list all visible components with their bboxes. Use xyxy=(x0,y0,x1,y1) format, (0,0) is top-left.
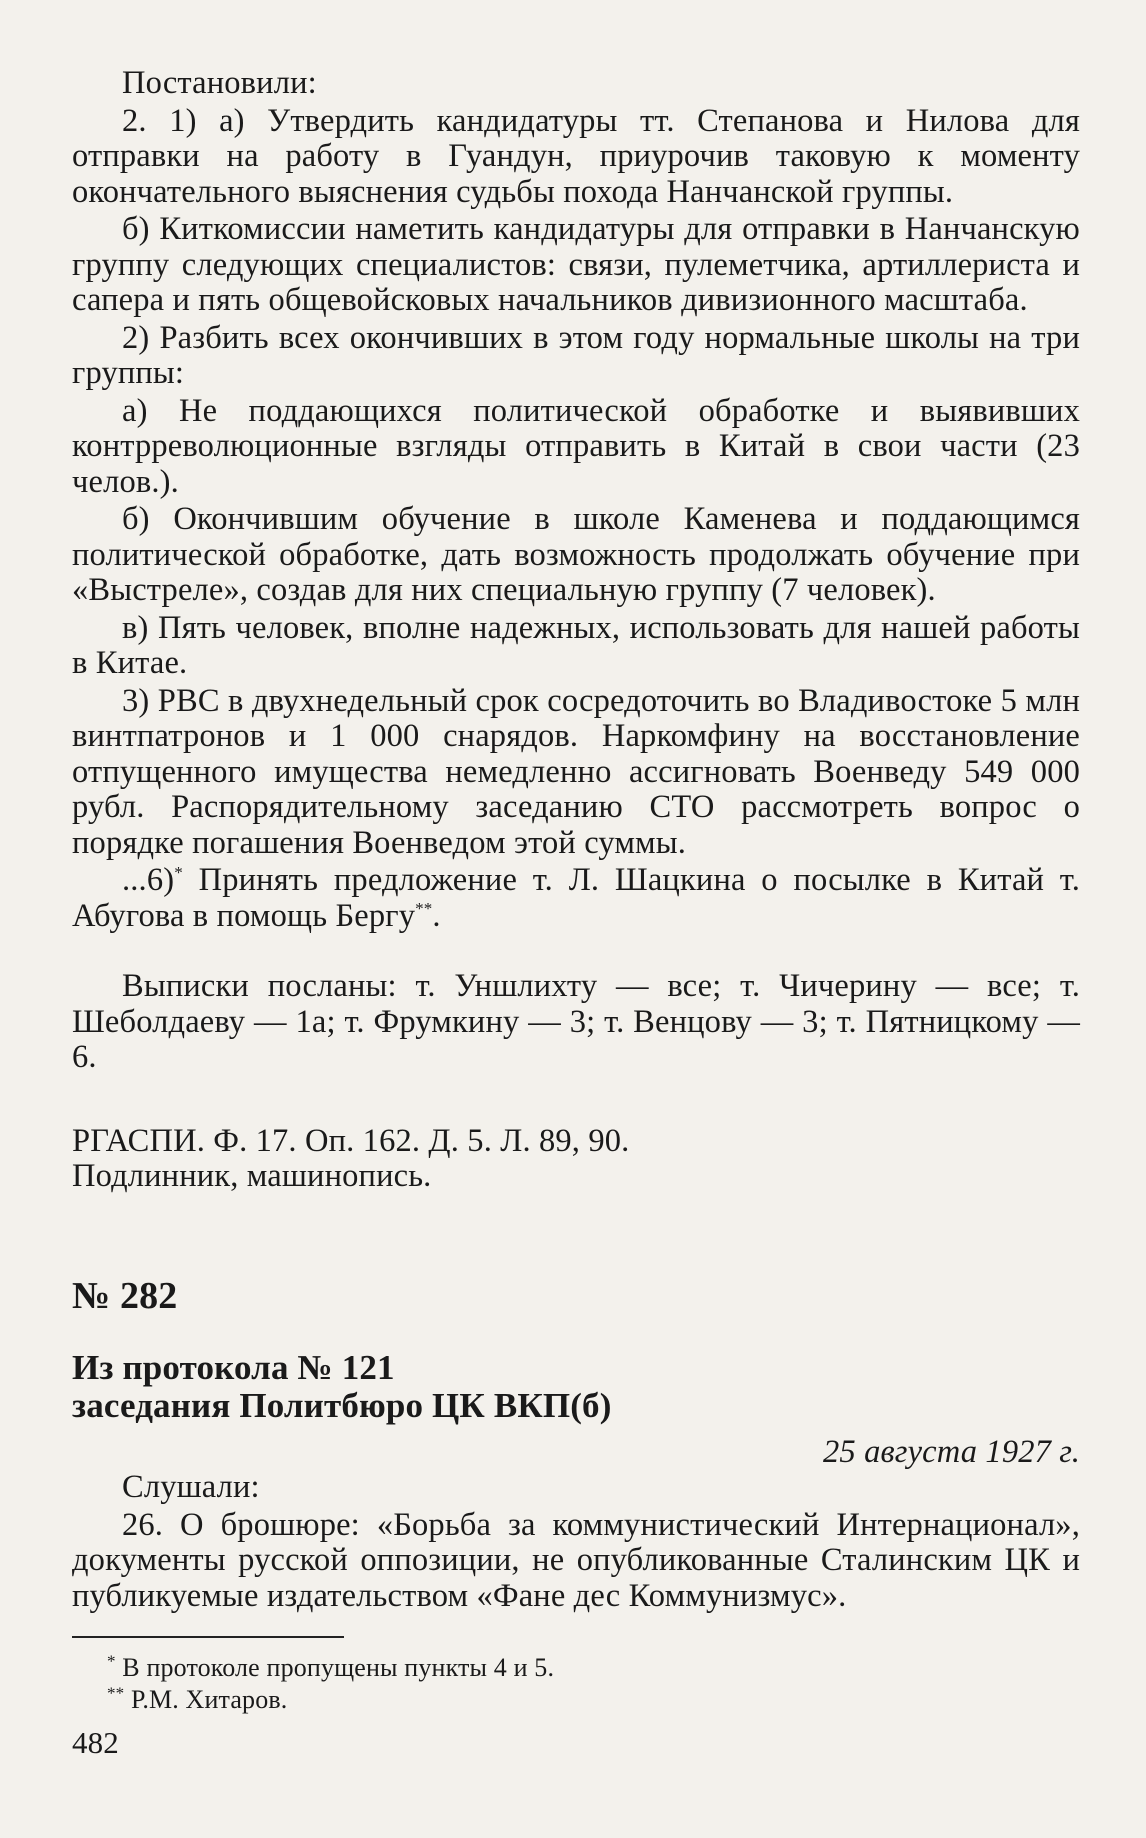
footnote-ref-1: * xyxy=(174,863,183,883)
footnote-mark-2: ** xyxy=(107,1683,125,1703)
extracts-sent: Выписки посланы: т. Уншлихту — все; т. Чичерину — все; т. Шеболдаеву — 1а; т. Фрумкину — 3; т. Венцову — 3; т. Пятницкому — 6. xyxy=(72,968,1080,1075)
document-title-line-2: заседания Политбюро ЦК ВКП(б) xyxy=(72,1385,612,1425)
footnote-2: ** Р.М. Хитаров. xyxy=(107,1683,288,1714)
footnote-divider xyxy=(72,1636,344,1638)
original-note: Подлинник, машинопись. xyxy=(72,1158,432,1194)
footnote-mark-1: * xyxy=(107,1651,116,1671)
paragraph-2-1b: б) Киткомиссии наметить кандидатуры для отправки в Нанчанскую группу следующих специалистов: связи, пулеметчика, артиллериста и сапера и пять общевойсковых начальников дивизионного масштаба. xyxy=(72,211,1080,318)
heard-heading: Слушали: xyxy=(122,1469,260,1505)
paragraph-2-6 xyxy=(72,863,1080,934)
resolved-heading: Постановили: xyxy=(122,65,317,101)
page-number: 482 xyxy=(72,1725,119,1760)
document-title-line-1: Из протокола № 121 xyxy=(72,1347,395,1387)
document-date: 25 августа 1927 г. xyxy=(823,1433,1080,1470)
paragraph-2-2b: б) Окончившим обучение в школе Каменева и поддающимся политической обработке, дать возможность продолжать обучение при «Выстреле», создав для них специальную группу (7 человек). xyxy=(72,501,1080,608)
archive-reference: РГАСПИ. Ф. 17. Оп. 162. Д. 5. Л. 89, 90. xyxy=(72,1122,630,1159)
item-6-end: . xyxy=(432,897,441,934)
document-number: № 282 xyxy=(72,1274,178,1317)
item-6-prefix: ...6) xyxy=(122,862,175,898)
paragraph-2-2: 2) Разбить всех окончивших в этом году нормальные школы на три группы: xyxy=(72,319,1080,391)
paragraph-2-2a: а) Не поддающихся политической обработке и выявивших контрреволюционные взгляды отправить в Китай в свои части (23 челов.). xyxy=(72,392,1080,500)
paragraph-2-1a: 2. 1) а) Утвердить кандидатуры тт. Степанова и Нилова для отправки на работу в Гуандун, приурочив таковую к моменту окончательного выяснения судьбы похода Нанчанской группы. xyxy=(72,102,1080,210)
item-6-text: Принять предложение т. Л. Шацкина о посылке в Китай т. Абугова в помощь Бергу xyxy=(72,862,1080,934)
item-26: 26. О брошюре: «Борьба за коммунистический Интернационал», документы русской оппозиции, не опубликованные Сталинским ЦК и публикуемые издательством «Фане дес Коммунизмус». xyxy=(72,1506,1080,1614)
paragraph-2-2v: в) Пять человек, вполне надежных, использовать для нашей работы в Китае. xyxy=(72,609,1080,681)
paragraph-2-3: 3) РВС в двухнедельный срок сосредоточить во Владивостоке 5 млн винтпатронов и 1 000 снарядов. Наркомфину на восстановление отпущенного имущества немедленно ассигновать Военведу 549 000 рубл. Распорядительному заседанию СТО рассмотреть вопрос о порядке погашения Военведом этой суммы. xyxy=(72,682,1080,861)
footnote-ref-2: ** xyxy=(415,898,433,918)
footnote-1: * В протоколе пропущены пункты 4 и 5. xyxy=(107,1651,555,1682)
